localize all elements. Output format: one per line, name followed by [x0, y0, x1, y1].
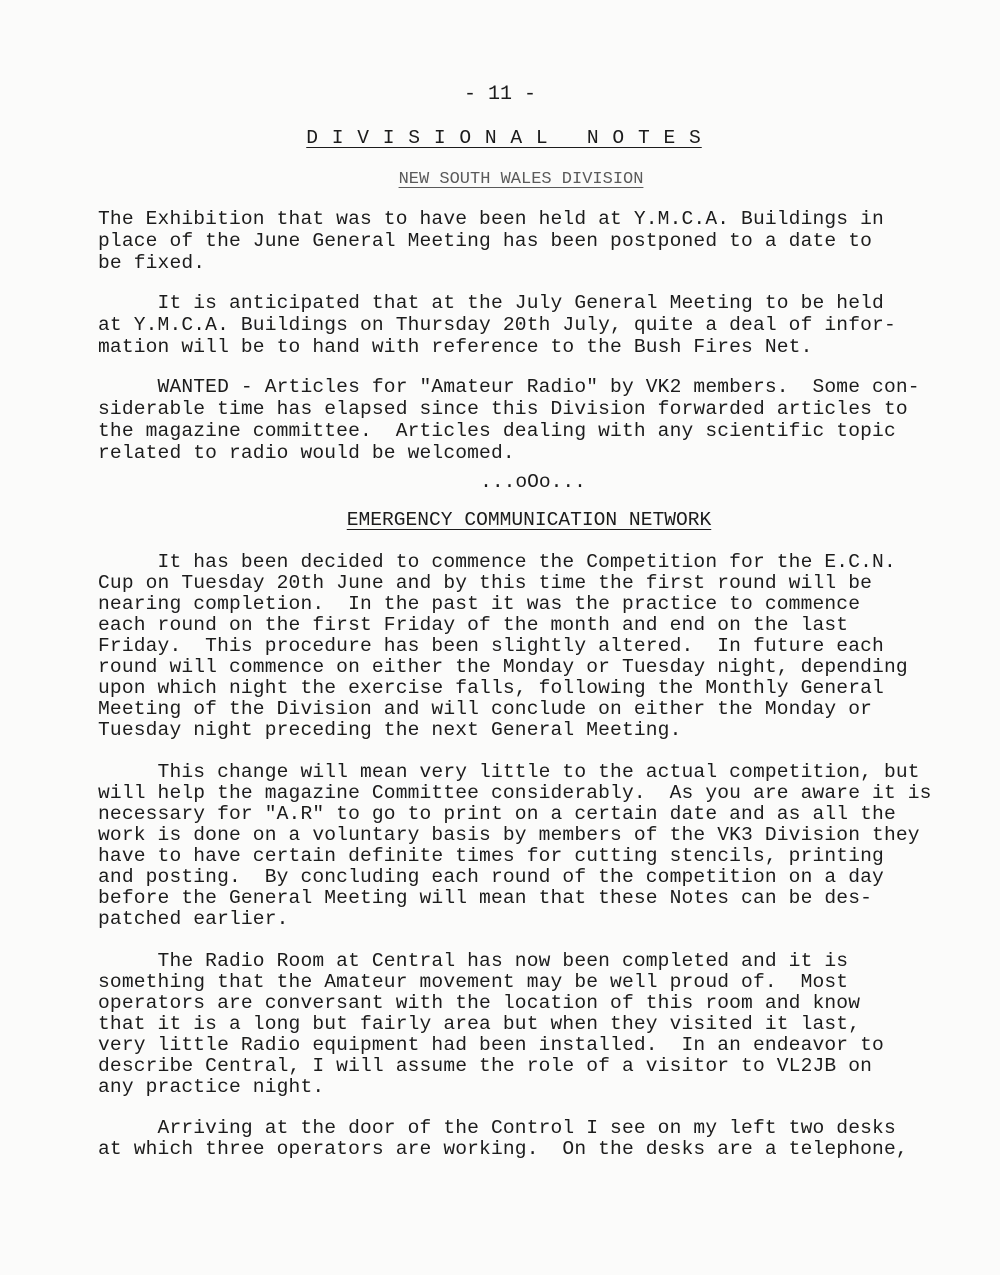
text-line: This change will mean very little to the actual competition, but: [98, 761, 920, 783]
text-line: The Radio Room at Central has now been completed and it is: [98, 950, 849, 972]
text-line: very little Radio equipment had been installed. In an endeavor to: [98, 1034, 884, 1056]
text-line: before the General Meeting will mean that these Notes can be des-: [98, 887, 873, 909]
text-line: will help the magazine Committee considerably. As you are aware it is: [98, 782, 932, 804]
text-line: place of the June General Meeting has been postponed to a date to: [98, 230, 873, 252]
text-line: Meeting of the Division and will conclude on either the Monday or: [98, 698, 873, 720]
text-line: The Exhibition that was to have been held at Y.M.C.A. Buildings in: [98, 208, 884, 230]
page-number: - 11 -: [463, 83, 536, 106]
text-line: upon which night the exercise falls, following the Monthly General: [98, 677, 884, 699]
text-line: the magazine committee. Articles dealing with any scientific topic: [98, 420, 896, 442]
text-line: Arriving at the door of the Control I see on my left two desks: [98, 1117, 896, 1139]
text-line: at Y.M.C.A. Buildings on Thursday 20th July, quite a deal of infor-: [98, 314, 896, 336]
text-line: mation will be to hand with reference to the Bush Fires Net.: [98, 336, 813, 358]
text-line: related to radio would be welcomed.: [98, 442, 515, 464]
text-line: operators are conversant with the location of this room and know: [98, 992, 861, 1014]
division-subtitle: NEW SOUTH WALES DIVISION: [398, 170, 644, 189]
text-line: that it is a long but fairly area but when they visited it last,: [98, 1013, 861, 1035]
section-heading: EMERGENCY COMMUNICATION NETWORK: [346, 509, 712, 531]
text-line: describe Central, I will assume the role of a visitor to VL2JB on: [98, 1055, 873, 1077]
section-separator: ...oOo...: [480, 471, 586, 493]
text-line: work is done on a voluntary basis by members of the VK3 Division they: [98, 824, 920, 846]
text-line: WANTED - Articles for "Amateur Radio" by VK2 members. Some con-: [98, 376, 920, 398]
text-line: Cup on Tuesday 20th June and by this time the first round will be: [98, 572, 873, 594]
text-line: nearing completion. In the past it was the practice to commence: [98, 593, 861, 615]
text-line: any practice night.: [98, 1076, 325, 1098]
text-line: and posting. By concluding each round of the competition on a day: [98, 866, 884, 888]
text-line: at which three operators are working. On the desks are a telephone,: [98, 1138, 908, 1160]
text-line: necessary for "A.R" to go to print on a certain date and as all the: [98, 803, 896, 825]
text-line: have to have certain definite times for cutting stencils, printing: [98, 845, 884, 867]
text-line: Tuesday night preceding the next General Meeting.: [98, 719, 682, 741]
text-line: It has been decided to commence the Competition for the E.C.N.: [98, 551, 896, 573]
text-line: Friday. This procedure has been slightly altered. In future each: [98, 635, 884, 657]
page-title: D I V I S I O N A L N O T E S: [306, 127, 702, 149]
text-line: It is anticipated that at the July General Meeting to be held: [98, 292, 884, 314]
text-line: round will commence on either the Monday or Tuesday night, depending: [98, 656, 908, 678]
text-line: siderable time has elapsed since this Division forwarded articles to: [98, 398, 908, 420]
text-line: something that the Amateur movement may be well proud of. Most: [98, 971, 849, 993]
text-line: patched earlier.: [98, 908, 289, 930]
text-line: be fixed.: [98, 252, 206, 274]
text-line: each round on the first Friday of the month and end on the last: [98, 614, 849, 636]
